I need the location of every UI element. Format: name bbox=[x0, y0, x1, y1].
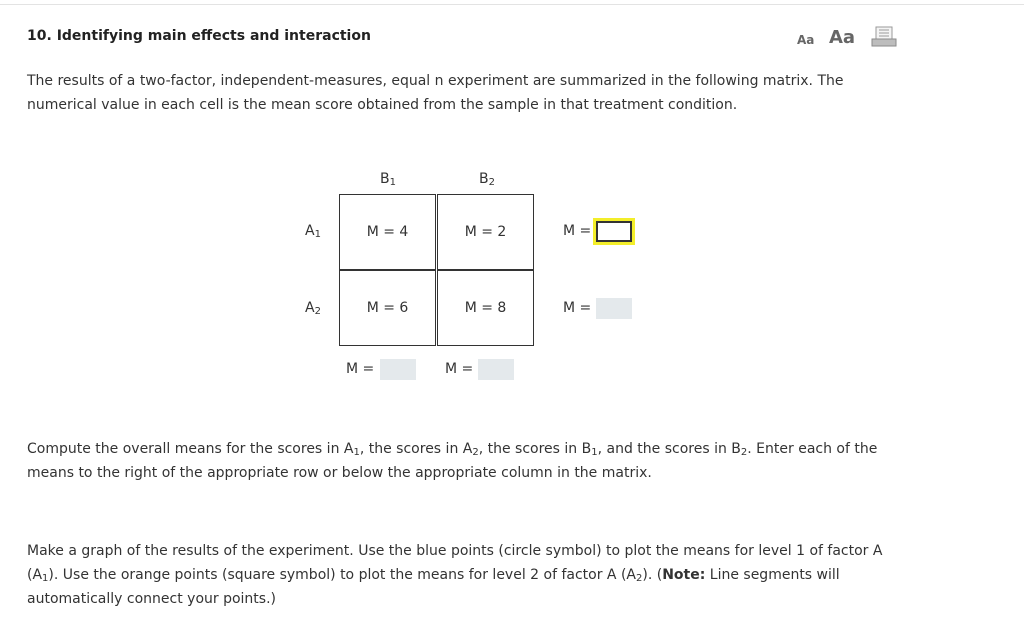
intro-paragraph: The results of a two-factor, independent-measures, equal n experiment are summarized in the following matrix. The numerical value in each cell is the mean score obtained from the sample in that treatment condition. bbox=[27, 73, 844, 113]
graph-instructions bbox=[27, 539, 897, 611]
compute-sub-3: 1 bbox=[591, 447, 598, 458]
col-b2-mean-input[interactable] bbox=[478, 359, 514, 380]
compute-text-3: , the scores in B bbox=[478, 441, 592, 457]
graph-text-3: ). ( bbox=[642, 567, 663, 583]
compute-instructions bbox=[27, 437, 897, 485]
row-a1-mean-label: M = bbox=[563, 223, 592, 239]
row-a1-mean-input[interactable] bbox=[596, 221, 632, 242]
graph-text-4: Line segments will automatically connect your points.) bbox=[27, 567, 840, 607]
row-header-a1-sub: 1 bbox=[314, 229, 321, 240]
graph-text-1: Make a graph of the results of the experiment. Use the blue points (circle symbol) to plot the means for level 1 of factor A (A bbox=[27, 543, 883, 583]
row-header-a2-base: A bbox=[305, 300, 315, 316]
compute-text-1: Compute the overall means for the scores in A bbox=[27, 441, 354, 457]
row-header-a1 bbox=[305, 223, 321, 239]
graph-text-2: ). Use the orange points (square symbol) to plot the means for level 2 of factor A (A bbox=[48, 567, 636, 583]
row-a2-mean-label: M = bbox=[563, 300, 592, 316]
cell-a1-b2: M = 2 bbox=[437, 194, 534, 270]
column-header-b1-base: B bbox=[380, 171, 390, 187]
question-title bbox=[27, 28, 371, 44]
compute-sub-4: 2 bbox=[740, 447, 748, 458]
top-divider bbox=[0, 4, 1024, 5]
compute-text-2: , the scores in A bbox=[359, 441, 473, 457]
question-number: 10. bbox=[27, 28, 52, 44]
cell-a2-b2: M = 8 bbox=[437, 270, 534, 346]
compute-text-5: . Enter each of the means to the right of the appropriate row or below the appropriate column in the matrix. bbox=[27, 441, 878, 481]
col-b1-mean-input[interactable] bbox=[380, 359, 416, 380]
question-title-text: Identifying main effects and interaction bbox=[56, 28, 371, 44]
compute-sub-2: 2 bbox=[472, 447, 479, 458]
compute-sub-1: 1 bbox=[353, 447, 360, 458]
column-header-b1-sub: 1 bbox=[389, 177, 396, 188]
cell-a1-b1: M = 4 bbox=[339, 194, 436, 270]
column-header-b1 bbox=[380, 171, 396, 187]
column-header-b2 bbox=[479, 171, 495, 187]
print-icon[interactable] bbox=[871, 26, 897, 52]
graph-sub-2: 2 bbox=[636, 573, 643, 584]
graph-sub-1: 1 bbox=[42, 573, 49, 584]
row-header-a2-sub: 2 bbox=[314, 306, 321, 317]
row-a2-mean-input[interactable] bbox=[596, 298, 632, 319]
font-size-large-button[interactable]: Aa bbox=[829, 27, 856, 48]
compute-text-4: , and the scores in B bbox=[597, 441, 741, 457]
font-size-small-button[interactable]: Aa bbox=[797, 33, 815, 47]
row-header-a2 bbox=[305, 300, 321, 316]
graph-note-label: Note: bbox=[662, 567, 706, 583]
col-b1-mean-label: M = bbox=[346, 361, 375, 377]
column-header-b2-sub: 2 bbox=[488, 177, 495, 188]
col-b2-mean-label: M = bbox=[445, 361, 474, 377]
row-header-a1-base: A bbox=[305, 223, 315, 239]
cell-a2-b1: M = 6 bbox=[339, 270, 436, 346]
column-header-b2-base: B bbox=[479, 171, 489, 187]
